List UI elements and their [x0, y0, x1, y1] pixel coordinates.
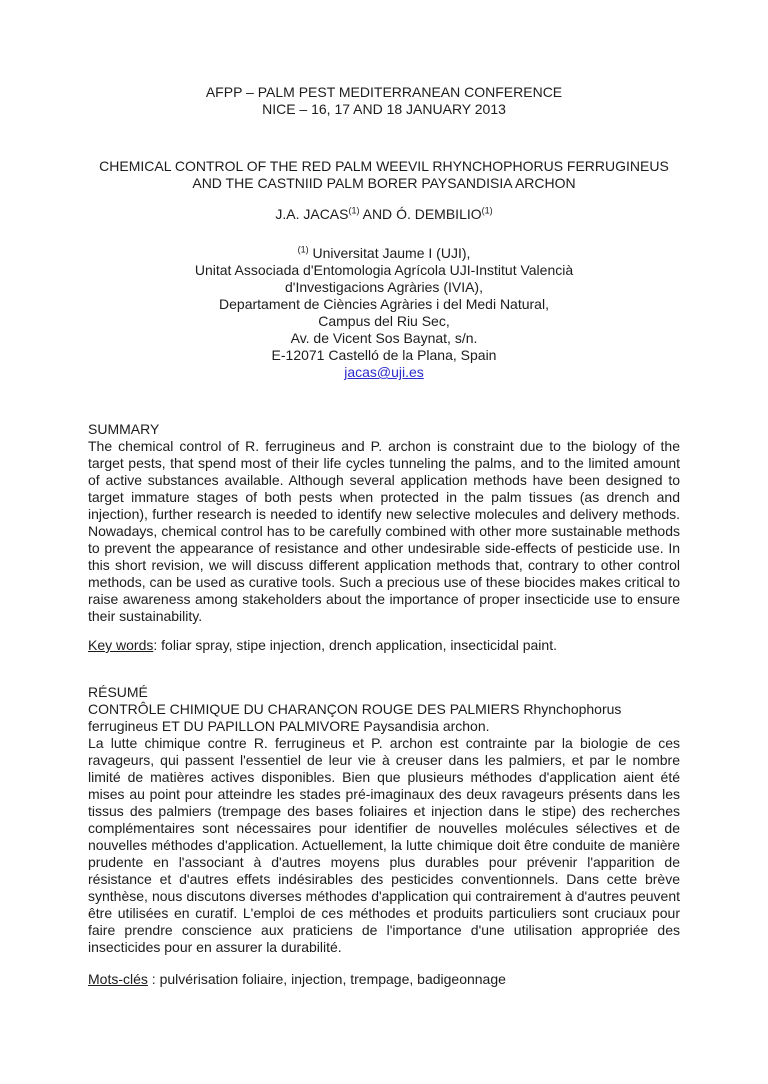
paper-title — [88, 158, 680, 192]
conference-location-date: NICE – 16, 17 AND 18 JANUARY 2013 — [262, 101, 506, 117]
motscles-text: : pulvérisation foliaire, injection, trempage, badigeonnage — [147, 971, 506, 987]
motscles-label: Mots-clés — [88, 971, 148, 987]
affiliation-block — [88, 245, 680, 381]
keywords-text: : foliar spray, stipe injection, drench application, insecticidal paint. — [153, 637, 557, 653]
author-2: Ó. DEMBILIO — [396, 206, 482, 222]
affiliation-line: Campus del Riu Sec, — [318, 313, 450, 329]
summary-heading: SUMMARY — [88, 421, 160, 437]
affiliation-line-institution: $^{(1)}$ Universitat Jaume I (UJI), — [297, 244, 471, 261]
affiliation-line: Departament de Ciències Agràries i del Medi Natural, — [219, 296, 549, 312]
summary-body: The chemical control of R. ferrugineus and P. archon is constraint due to the biology of the target pests, that spend most of their life cycles tunneling the palms, and to the limited amount of active substances available. Although several application methods have been designed to target immature stages of both pests when protected in the palm tissues (as drench and injection), further research is needed to identify new selective molecules and delivery methods. Nowadays, chemical control has to be carefully combined with other more sustainable methods to prevent the appearance of resistance and other undesirable side-effects of pesticide use. In this short revision, we will discuss different application methods that, contrary to other control methods, can be used as curative tools. Such a precious use of these biocides makes critical to raise awareness among stakeholders about the importance of proper insecticide use to ensure their sustainability. — [88, 438, 680, 624]
author-2-affiliation-marker: (1) — [481, 205, 493, 216]
email-link[interactable]: jacas@uji.es — [344, 364, 424, 380]
author-1-affiliation-marker: (1) — [348, 205, 360, 216]
resume-body: La lutte chimique contre R. ferrugineus et P. archon est contrainte par la biologie de ces ravageurs, qui passent l'essentiel de leur vie à creuser dans les palmiers, et par le nombre limité de matières actives disponibles. Bien que plusieurs méthodes d'application aient été mises au point pour atteindre les stades pré-imaginaux des deux ravageurs présents dans les tissus des palmiers (trempage des bases foliaires et injection dans le stipe) des recherches complémentaires sont nécessaires pour identifier de nouvelles molécules sélectives et de nouvelles méthodes d'application. Actuellement, la lutte chimique doit être conduite de manière prudente en l'associant à d'autres moyens plus durables pour prévenir l'apparition de résistance et d'autres effets indésirables des pesticides conventionnels. Dans cette brève synthèse, nous discutons diverses méthodes d'application qui contrairement à d'autres peuvent être utilisées en curatif. L'emploi de ces méthodes et produits particuliers sont cruciaux pour faire prendre conscience aux praticiens de l'importance d'une utilisation appropriée des insecticides pour en assurer la durabilité. — [88, 735, 680, 955]
paper-title-line1: CHEMICAL CONTROL OF THE RED PALM WEEVIL RHYNCHOPHORUS FERRUGINEUS — [99, 158, 669, 174]
keywords-line — [88, 637, 680, 654]
resume-subtitle: CONTRÔLE CHIMIQUE DU CHARANÇON ROUGE DES PALMIERS Rhynchophorus ferrugineus ET DU PAPILLON PALMIVORE Paysandisia archon. — [88, 701, 622, 734]
summary-section — [88, 421, 680, 625]
motscles-line — [88, 971, 680, 988]
affiliation-line: d'Investigacions Agràries (IVIA), — [285, 279, 483, 295]
affiliation-line: Av. de Vicent Sos Baynat, s/n. — [290, 330, 478, 346]
resume-section — [88, 684, 680, 956]
paper-title-line2: AND THE CASTNIID PALM BORER PAYSANDISIA ARCHON — [192, 175, 576, 191]
affiliation-line: E-12071 Castelló de la Plana, Spain — [271, 347, 497, 363]
email-line — [88, 364, 680, 381]
affiliation-line: Unitat Associada d'Entomologia Agrícola UJI-Institut Valencià — [194, 262, 574, 278]
conference-header — [88, 84, 680, 118]
conference-name: AFPP – PALM PEST MEDITERRANEAN CONFERENCE — [205, 84, 563, 100]
authors-conjunction: AND — [359, 206, 397, 222]
resume-heading: RÉSUMÉ — [88, 684, 148, 700]
affiliation-marker: (1) — [297, 244, 309, 255]
keywords-label: Key words — [88, 637, 154, 653]
authors-line — [88, 206, 680, 223]
author-1: J.A. JACAS — [275, 206, 349, 222]
